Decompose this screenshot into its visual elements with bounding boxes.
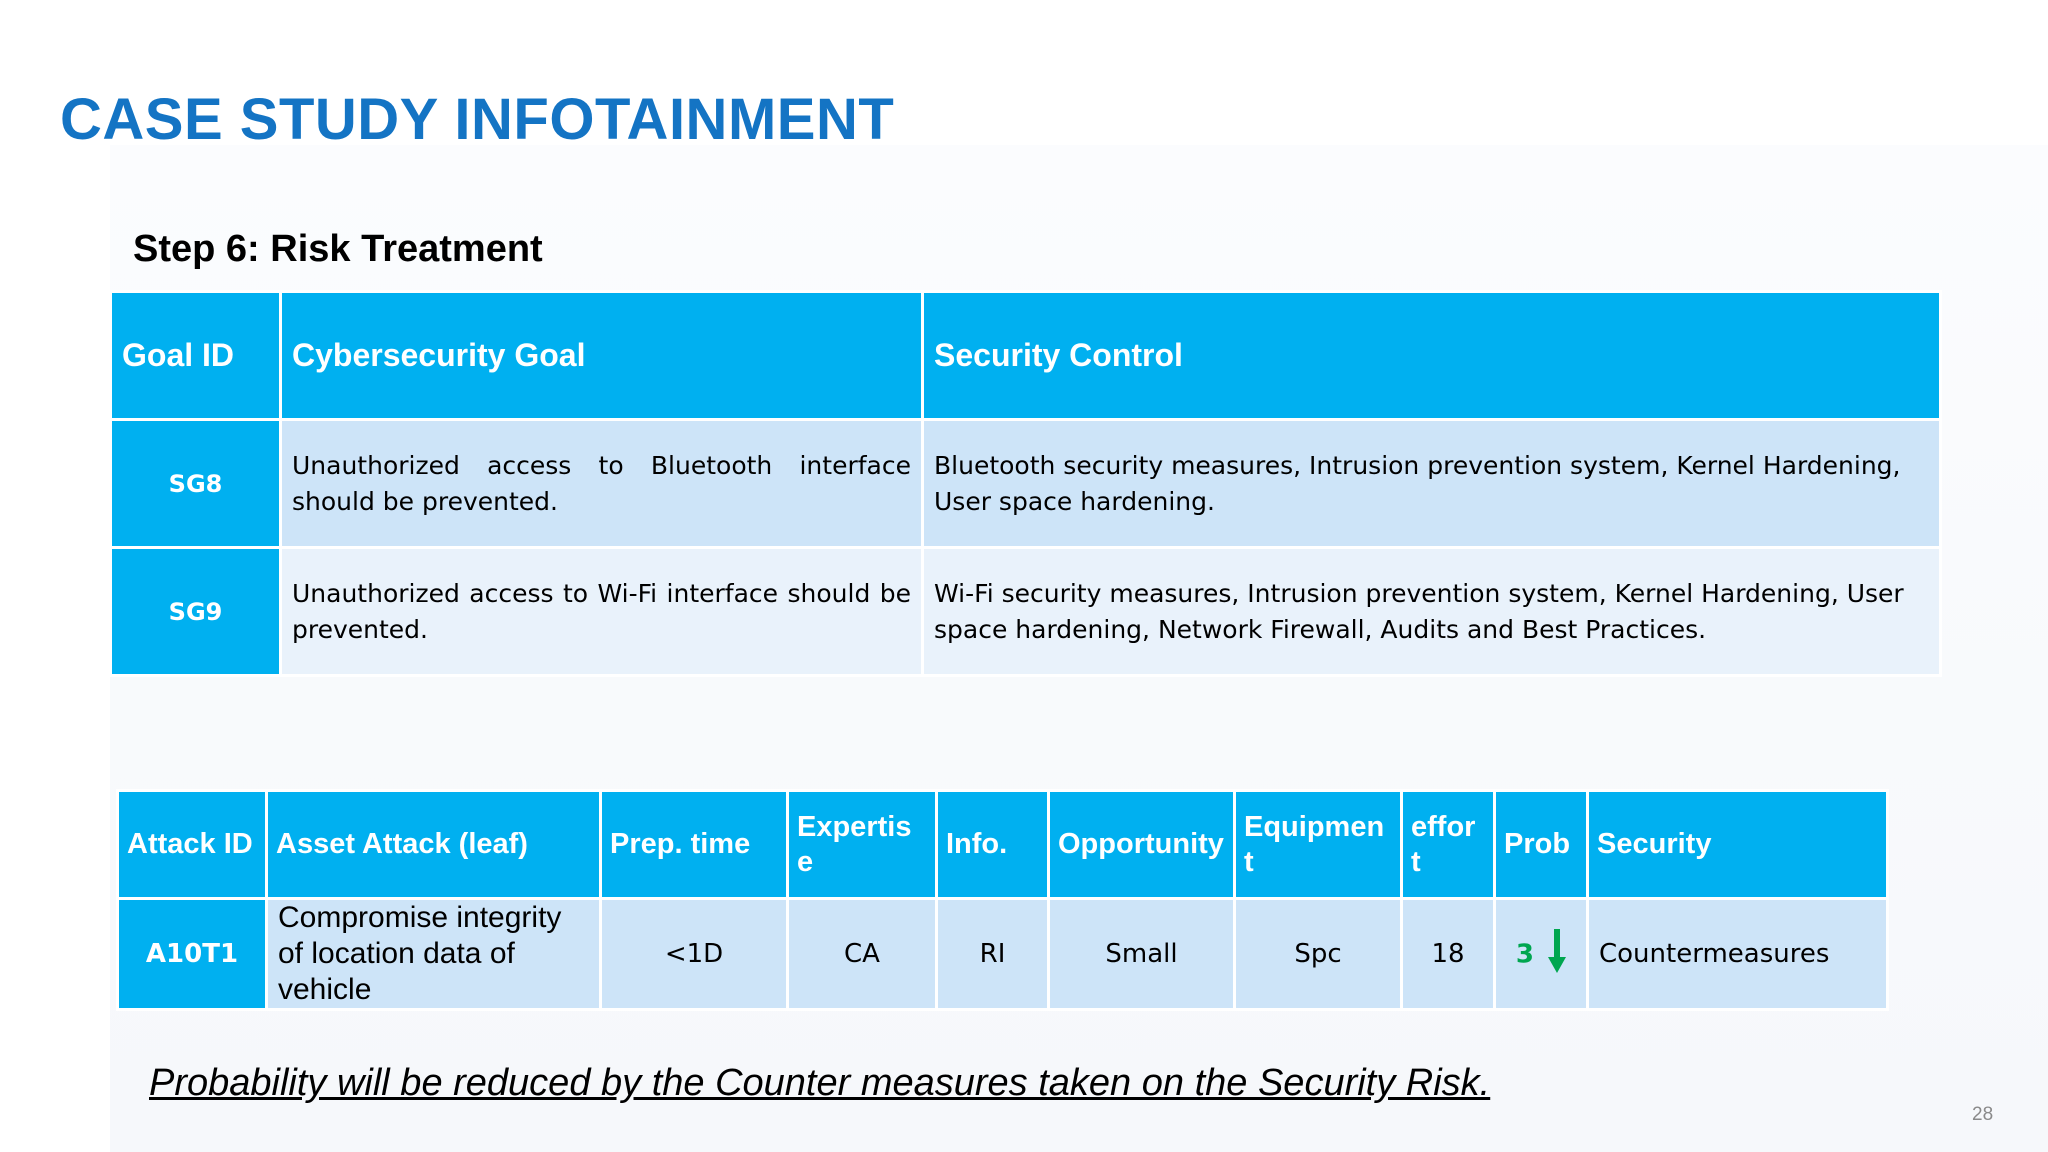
attack-header-row [118,791,1888,899]
prob-value: 3 [1515,939,1534,969]
asset-attack-cell: Compromise integrity of location data of vehicle [267,899,601,1010]
header-info: Info. [937,791,1049,899]
header-goal-id: Goal ID [111,292,281,420]
effort-cell: 18 [1402,899,1495,1010]
header-effort: effort [1402,791,1495,899]
table-row [118,899,1888,1010]
page-number: 28 [1972,1104,1994,1125]
arrow-down-icon [1548,929,1566,980]
header-equipment: Equipment [1235,791,1402,899]
header-prob: Prob [1495,791,1588,899]
header-expertise: Expertise [788,791,937,899]
goal-id-cell: SG9 [111,548,281,676]
attack-table [116,789,1889,1011]
header-attack-id: Attack ID [118,791,267,899]
prob-cell [1495,899,1588,1010]
header-security-control: Security Control [923,292,1941,420]
goal-id-cell: SG8 [111,420,281,548]
header-prep-time: Prep. time [601,791,788,899]
control-cell: Wi-Fi security measures, Intrusion prevention system, Kernel Hardening, User space hardening, Network Firewall, Audits and Best Practices. [923,548,1941,676]
equipment-cell: Spc [1235,899,1402,1010]
goals-header-row [111,292,1941,420]
header-opportunity: Opportunity [1049,791,1235,899]
goal-cell: Unauthorized access to Wi-Fi interface should be prevented. [281,548,923,676]
expertise-cell: CA [788,899,937,1010]
footnote: Probability will be reduced by the Counter measures taken on the Security Risk. [149,1062,1491,1104]
table-row [111,548,1941,676]
goal-cell: Unauthorized access to Bluetooth interface should be prevented. [281,420,923,548]
attack-id-cell: A10T1 [118,899,267,1010]
header-cybersecurity-goal: Cybersecurity Goal [281,292,923,420]
slide-title: CASE STUDY INFOTAINMENT [60,87,895,152]
security-cell: Countermeasures [1588,899,1888,1010]
prep-time-cell: <1D [601,899,788,1010]
table-row [111,420,1941,548]
header-asset-attack: Asset Attack (leaf) [267,791,601,899]
info-cell: RI [937,899,1049,1010]
header-security: Security [1588,791,1888,899]
control-cell: Bluetooth security measures, Intrusion prevention system, Kernel Hardening, User space hardening. [923,420,1941,548]
opportunity-cell: Small [1049,899,1235,1010]
step-heading: Step 6: Risk Treatment [133,228,543,270]
goals-table [109,290,1942,677]
